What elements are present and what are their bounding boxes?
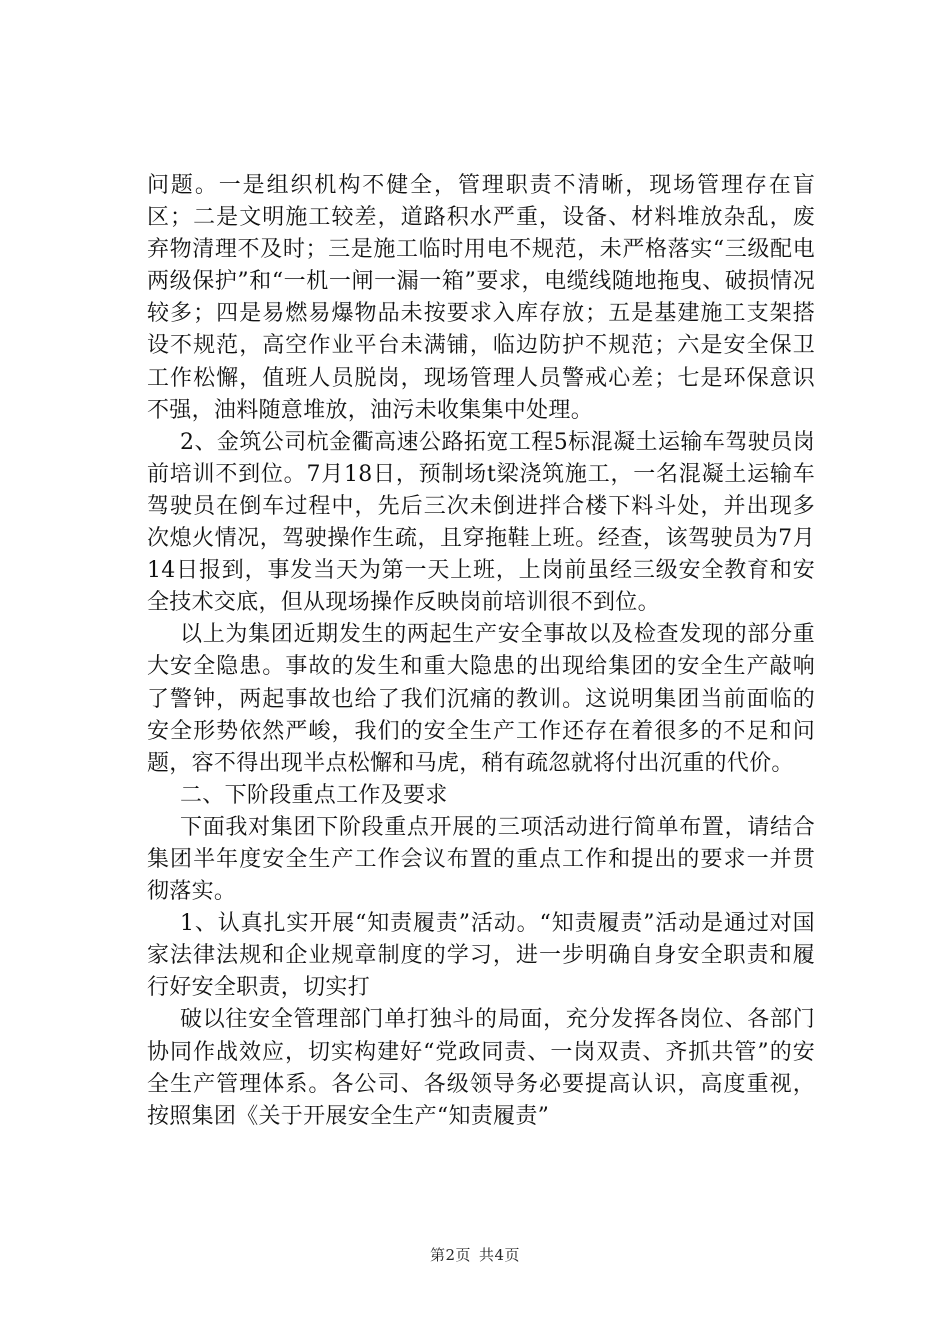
paragraph-accident-summary: 以上为集团近期发生的两起生产安全事故以及检查发现的部分重大安全隐患。事故的发生和重大隐患的出现给集团的安全生产敲响了警钟，两起事故也给了我们沉痛的教训。这说明集团当前面临的安全形势依然严峻，我们的安全生产工作还存在着很多的不足和问题，容不得出现半点松懈和马虎，稍有疏忽就将付出沉重的代价。 <box>147 622 815 776</box>
document-body <box>147 170 815 1133</box>
section-heading-next-stage: 二、下阶段重点工作及要求 <box>180 782 448 808</box>
page-total: 共4页 <box>479 1246 521 1264</box>
paragraph-activities-intro: 下面我对集团下阶段重点开展的三项活动进行简单布置，请结合集团半年度安全生产工作会议布置的重点工作和提出的要求一并贯彻落实。 <box>147 814 815 905</box>
page-footer <box>0 1244 950 1265</box>
paragraph-zhize-lvze-activity: 1、认真扎实开展“知责履责”活动。“知责履责”活动是通过对国家法律法规和企业规章制度的学习，进一步明确自身安全职责和履行好安全职责，切实打 <box>147 911 815 1001</box>
paragraph-problems-list: 问题。一是组织机构不健全，管理职责不清晰，现场管理存在盲区；二是文明施工较差，道路积水严重，设备、材料堆放杂乱，废弃物清理不及时；三是施工临时用电不规范，未严格落实“三级配电两级保护”和“一机一闸一漏一箱”要求，电缆线随地拖曳、破损情况较多；四是易燃易爆物品未按要求入库存放；五是基建施工支架搭设不规范，高空作业平台未满铺，临边防护不规范；六是安全保卫工作松懈，值班人员脱岗，现场管理人员警戒心差；七是环保意识不强，油料随意堆放，油污未收集集中处理。 <box>147 173 815 423</box>
page-number: 第2页 <box>429 1246 471 1264</box>
paragraph-management-system: 破以往安全管理部门单打独斗的局面，充分发挥各岗位、各部门协同作战效应，切实构建好“党政同责、一岗双责、齐抓共管”的安全生产管理体系。各公司、各级领导务必要提高认识，高度重视，按照集团《关于开展安全生产“知责履责” <box>147 1007 815 1129</box>
paragraph-driver-training: 2、金筑公司杭金衢高速公路拓宽工程5标混凝土运输车驾驶员岗前培训不到位。7月18日，预制场t梁浇筑施工，一名混凝土运输车驾驶员在倒车过程中，先后三次未倒进拌合楼下料斗处，并出现多次熄火情况，驾驶操作生疏，且穿拖鞋上班。经查，该驾驶员为7月14日报到，事发当天为第一天上班，上岗前虽经三级安全教育和安全技术交底，但从现场操作反映岗前培训很不到位。 <box>147 429 815 616</box>
